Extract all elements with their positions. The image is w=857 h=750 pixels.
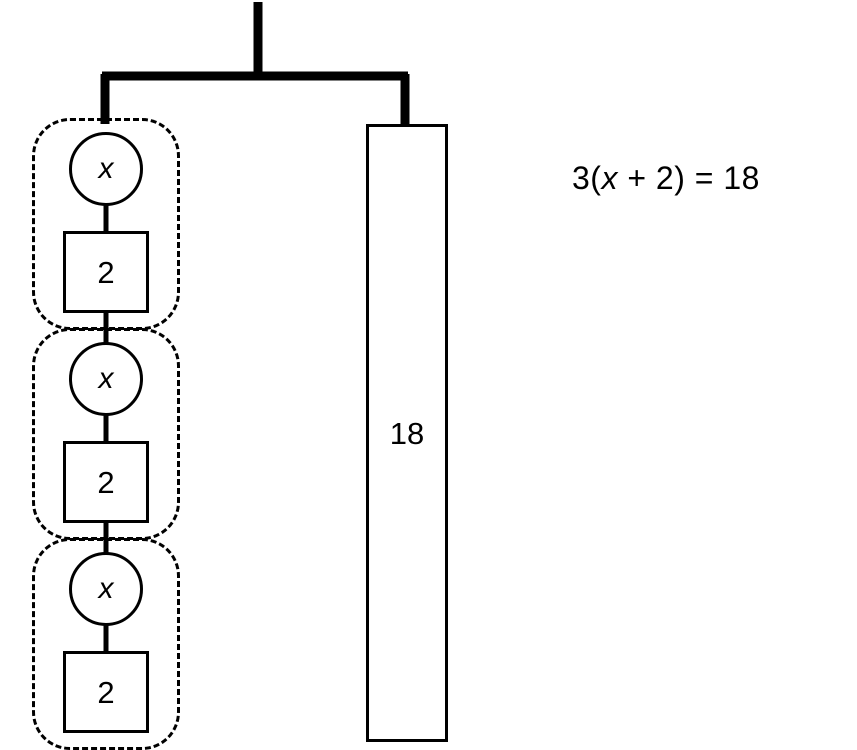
two-square-2-label: 2 xyxy=(97,464,115,500)
x-circle-2-label: x xyxy=(98,362,114,395)
two-square-3 xyxy=(63,651,149,733)
two-square-3-label: 2 xyxy=(97,674,115,710)
x-circle-3-label: x xyxy=(98,572,114,605)
two-square-1-label: 2 xyxy=(97,254,115,290)
two-square-1 xyxy=(63,231,149,313)
equation-prefix: 3( xyxy=(572,160,602,196)
x-circle-1-label: x xyxy=(98,152,114,185)
equation-middle: + 2) = xyxy=(617,160,724,196)
equation-result: 18 xyxy=(723,160,760,196)
total-bar-label: 18 xyxy=(389,415,425,451)
total-bar xyxy=(366,124,448,742)
equation xyxy=(572,160,760,197)
x-circle-1 xyxy=(69,132,143,206)
x-circle-2 xyxy=(69,342,143,416)
two-square-2 xyxy=(63,441,149,523)
equation-variable: x xyxy=(601,160,618,196)
x-circle-3 xyxy=(69,552,143,626)
